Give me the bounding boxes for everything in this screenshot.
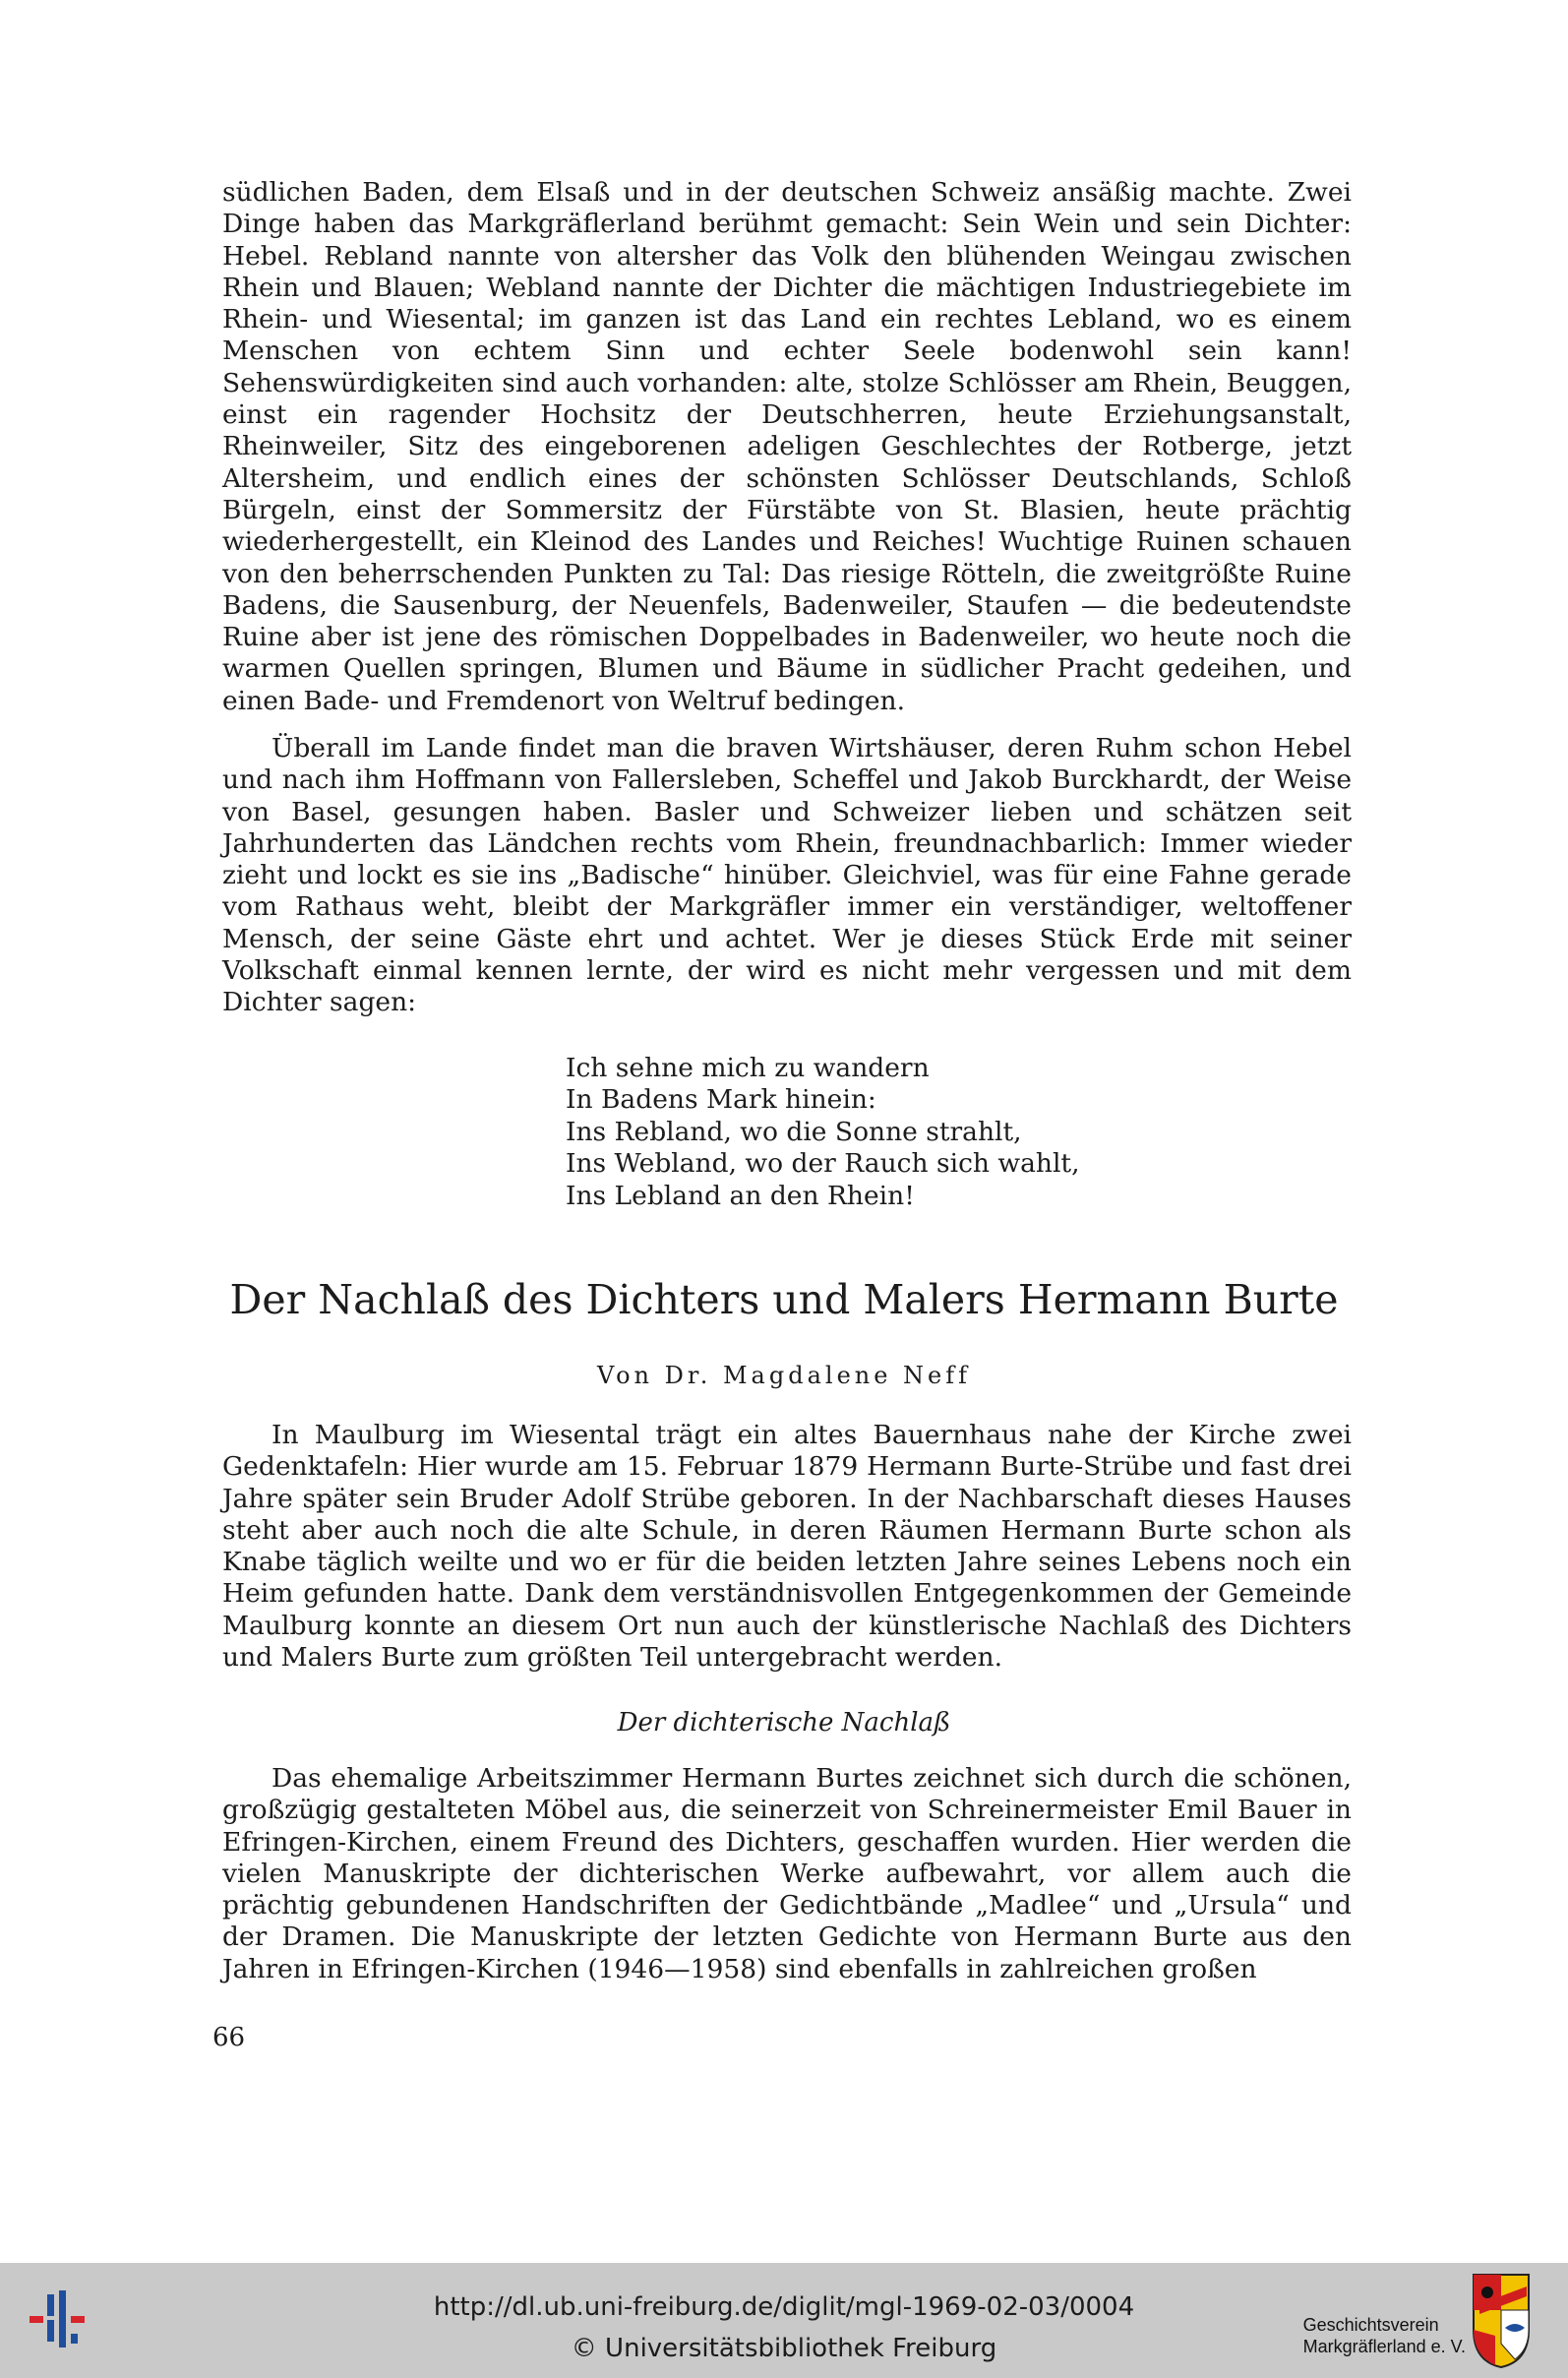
article-byline: Von Dr. Magdalene Neff — [596, 1362, 972, 1389]
intro-paragraph-2: Überall im Lande findet man die braven Wirtshäuser, deren Ruhm schon Hebel und nach ihm Hoffmann von Fallersleben, Scheffel und Jakob Burckhardt, der Weise von Basel, gesungen haben. Basler und Schweizer lieben und schätzen seit Jahrhunderten das Ländchen rechts vom Rhein, freundnachbarlich: Immer wieder zieht und lockt es sie ins „Badische“ hinüber. Gleichviel, was für eine Fahne gerade vom Rathaus weht, bleibt der Markgräfler immer ein verständiger, weltoffener Mensch, der seine Gäste ehrt und achtet. Wer je dieses Stück Erde mit seiner Volkschaft einmal kennen lernte, der wird es nicht mehr vergessen und mit dem Dichter sagen: — [222, 733, 1352, 1018]
article-paragraph-1: In Maulburg im Wiesental trägt ein altes Bauernhaus nahe der Kirche zwei Gedenktafeln: Hier wurde am 15. Februar 1879 Hermann Burte-Strübe und fast drei Jahre später sein Bruder Adolf Strübe geboren. In der Nachbarschaft dieses Hauses steht aber auch noch die alte Schule, in deren Räumen Hermann Burte schon als Knabe täglich weilte und wo er für die beiden letzten Jahre seines Lebens noch ein Heim gefunden hatte. Dank dem verständnisvollen Entgegenkommen der Gemeinde Maulburg konnte an diesem Ort nun auch der künstlerische Nachlaß des Dichters und Malers Burte zum größten Teil untergebracht werden. — [222, 1420, 1352, 1674]
article-paragraph-2: Das ehemalige Arbeitszimmer Hermann Burtes zeichnet sich durch die schönen, großzügig gestalteten Möbel aus, die seinerzeit von Schreinermeister Emil Bauer in Efringen-Kirchen, einem Freund des Dichters, geschaffen wurden. Hier werden die vielen Manuskripte der dichterischen Werke aufbewahrt, vor allem auch die prächtig gebundenen Handschriften der Gedichtbände „Madlee“ und „Ursula“ und der Dramen. Die Manuskripte der letzten Gedichte von Hermann Burte aus den Jahren in Efringen-Kirchen (1946—1958) sind ebenfalls in zahlreichen großen — [222, 1763, 1352, 1984]
poem-line: Ich sehne mich zu wandern — [566, 1053, 930, 1083]
publisher-line-2: Markgräflerland e. V. — [1302, 2337, 1466, 2356]
poem-line: Ins Lebland an den Rhein! — [566, 1180, 915, 1211]
publisher-name — [1303, 2314, 1466, 2357]
publisher-line-1: Geschichtsverein — [1302, 2315, 1439, 2335]
intro-paragraph-1: südlichen Baden, dem Elsaß und in der deutschen Schweiz ansäßig machte. Zwei Dinge haben das Markgräflerland berühmt gemacht: Sein Wein und sein Dichter: Hebel. Rebland nannte von altersher das Volk den blühenden Weingau zwischen Rhein und Blauen; Webland nannte der Dichter die mächtigen Industriegebiete im Rhein- und Wiesental; im ganzen ist das Land ein rechtes Lebland, wo es einem Menschen von echtem Sinn und echter Seele bodenwohl sein kann! Sehenswürdigkeiten sind auch vorhanden: alte, stolze Schlösser am Rhein, Beuggen, einst ein ragender Hochsitz der Deutschherren, heute Erziehungsanstalt, Rheinweiler, Sitz des eingeborenen adeligen Geschlechtes der Rotberge, jetzt Altersheim, und endlich eines der schönsten Schlösser Deutschlands, Schloß Bürgeln, einst der Sommersitz der Fürstäbte von St. Blasien, heute prächtig wiederhergestellt, ein Kleinod des Landes und Reiches! Wuchtige Ruinen schauen von den beherrschenden Punkten zu Tal: Das riesige Rötteln, die zweitgrößte Ruine Badens, die Sausenburg, der Neuenfels, Badenweiler, Staufen — die bedeutendste Ruine aber ist jene des römischen Doppelbades in Badenweiler, wo heute noch die warmen Quellen springen, Blumen und Bäume in südlicher Pracht gedeihen, und einen Bade- und Fremdenort von Weltruf bedingen. — [222, 177, 1352, 716]
document-url-link[interactable]: http://dl.ub.uni-freiburg.de/diglit/mgl-1969-02-03/0004 — [433, 2292, 1135, 2322]
section-subheading: Der dichterische Nachlaß — [617, 1708, 951, 1738]
poem-line: Ins Rebland, wo die Sonne strahlt, — [566, 1116, 1022, 1147]
viewer-footer-bar — [0, 2263, 1568, 2378]
copyright-notice: © Universitätsbibliothek Freiburg — [571, 2334, 997, 2363]
markgraeflerland-crest-icon[interactable] — [1470, 2271, 1533, 2369]
poem-line: In Badens Mark hinein: — [566, 1084, 876, 1116]
page-number: 66 — [212, 2023, 246, 2052]
poem-line: Ins Webland, wo der Rauch sich wahlt, — [566, 1148, 1080, 1180]
article-title: Der Nachlaß des Dichters und Malers Hermann Burte — [229, 1276, 1339, 1323]
poem-stanza — [566, 1053, 1080, 1212]
